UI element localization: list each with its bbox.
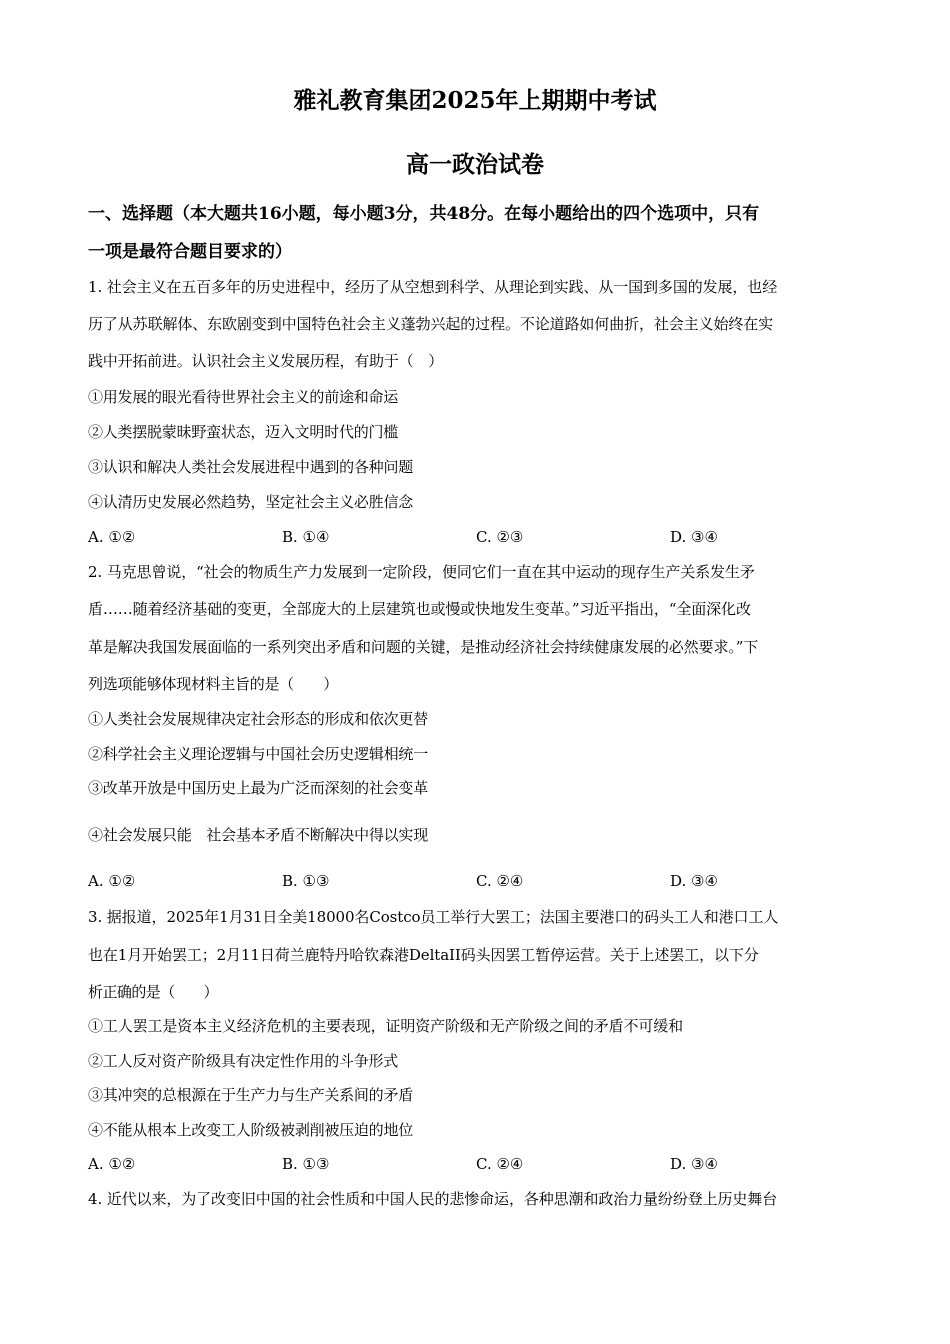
- q1-item: ③认识和解决人类社会发展进程中遇到的各种问题: [88, 458, 414, 476]
- q1-stem-line: 历了从苏联解体、东欧剧变到中国特色社会主义蓬勃兴起的过程。不论道路如何曲折，社会主义始终在实: [88, 315, 774, 333]
- q1-item: ④认清历史发展必然趋势，坚定社会主义必胜信念: [88, 493, 414, 511]
- q3-option-d: D. ③④: [670, 1155, 718, 1173]
- q2-stem-line: 列选项能够体现材料主旨的是（ ）: [88, 675, 339, 693]
- q3-item: ③其冲突的总根源在于生产力与生产关系间的矛盾: [88, 1086, 414, 1104]
- exam-title: 雅礼教育集团2025年上期期中考试: [293, 87, 657, 114]
- q3-stem-line: 也在1月开始罢工；2月11日荷兰鹿特丹哈钦森港DeltaII码头因罢工暂停运营。关于上述罢工，以下分: [88, 946, 759, 964]
- q3-option-a: A. ①②: [88, 1155, 136, 1173]
- q2-stem-line: 2. 马克思曾说，“社会的物质生产力发展到一定阶段，便同它们一直在其中运动的现存生产关系发生矛: [88, 563, 755, 581]
- section-heading-line-1: 一、选择题（本大题共16小题，每小题3分，共48分。在每小题给出的四个选项中，只有: [88, 204, 760, 224]
- q1-stem-line: 1. 社会主义在五百多年的历史进程中，经历了从空想到科学、从理论到实践、从一国到多国的发展，也经: [88, 278, 778, 296]
- q4-stem-line: 4. 近代以来，为了改变旧中国的社会性质和中国人民的悲惨命运，各种思潮和政治力量纷纷登上历史舞台: [88, 1190, 778, 1208]
- q2-option-a: A. ①②: [88, 872, 136, 890]
- q2-item: ①人类社会发展规律决定社会形态的形成和依次更替: [88, 710, 429, 728]
- q1-option-c: C. ②③: [476, 528, 524, 546]
- q1-option-d: D. ③④: [670, 528, 718, 546]
- q2-option-d: D. ③④: [670, 872, 718, 890]
- q3-option-b: B. ①③: [282, 1155, 330, 1173]
- q1-option-a: A. ①②: [88, 528, 136, 546]
- q2-option-c: C. ②④: [476, 872, 524, 890]
- q2-stem-line: 盾……随着经济基础的变更，全部庞大的上层建筑也或慢或快地发生变革。”习近平指出，“全面深化改: [88, 600, 751, 618]
- q2-item: ④社会发展只能 社会基本矛盾不断解决中得以实现: [88, 826, 429, 844]
- q1-option-b: B. ①④: [282, 528, 330, 546]
- q1-item: ①用发展的眼光看待世界社会主义的前途和命运: [88, 388, 399, 406]
- q2-item: ②科学社会主义理论逻辑与中国社会历史逻辑相统一: [88, 745, 429, 763]
- q1-stem-line: 践中开拓前进。认识社会主义发展历程，有助于（ ）: [88, 352, 444, 370]
- q3-item: ④不能从根本上改变工人阶级被剥削被压迫的地位: [88, 1121, 414, 1139]
- q3-item: ①工人罢工是资本主义经济危机的主要表现，证明资产阶级和无产阶级之间的矛盾不可缓和: [88, 1017, 684, 1035]
- section-heading-line-2: 一项是最符合题目要求的）: [88, 242, 292, 262]
- q1-item: ②人类摆脱蒙昧野蛮状态，迈入文明时代的门槛: [88, 423, 399, 441]
- q2-item: ③改革开放是中国历史上最为广泛而深刻的社会变革: [88, 779, 429, 797]
- exam-subtitle: 高一政治试卷: [406, 151, 544, 178]
- q2-stem-line: 革是解决我国发展面临的一系列突出矛盾和问题的关键，是推动经济社会持续健康发展的必然要求。”下: [88, 638, 759, 656]
- q3-option-c: C. ②④: [476, 1155, 524, 1173]
- q3-stem-line: 析正确的是（ ）: [88, 983, 219, 1001]
- q2-option-b: B. ①③: [282, 872, 330, 890]
- q3-item: ②工人反对资产阶级具有决定性作用的斗争形式: [88, 1052, 399, 1070]
- q3-stem-line: 3. 据报道，2025年1月31日全美18000名Costco员工举行大罢工；法国主要港口的码头工人和港口工人: [88, 908, 779, 926]
